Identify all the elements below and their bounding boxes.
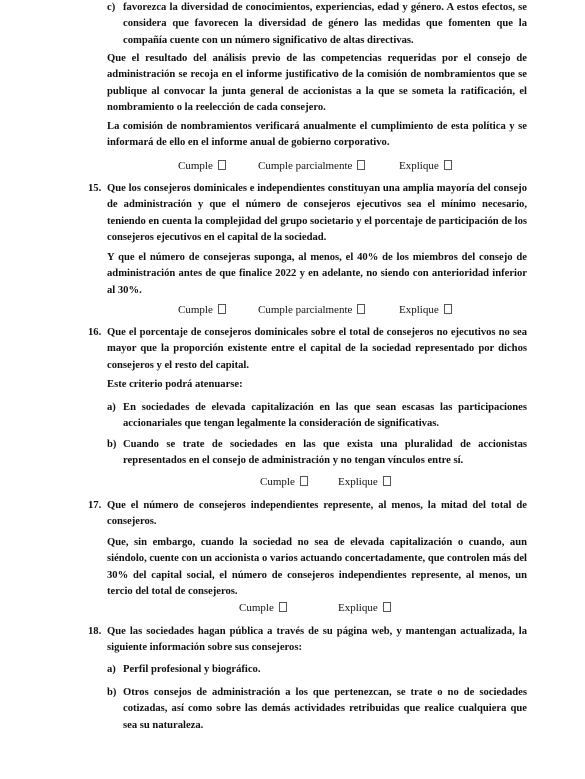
- option-explique-15[interactable]: [399, 303, 452, 317]
- item-18-text: Que las sociedades hagan pública a través de su página web, y mantengan actualizada, la siguiente información sobre sus consejeros:: [107, 626, 527, 654]
- item-16-text-2: Este criterio podrá atenuarse:: [107, 379, 243, 390]
- item-17-text: Que el número de consejeros independientes represente, al menos, la mitad del total de consejeros.: [107, 500, 527, 528]
- item-17-number: 17.: [88, 500, 102, 511]
- checkbox-icon[interactable]: [279, 602, 287, 612]
- option-explique-16[interactable]: [338, 475, 391, 489]
- option-label: Cumple: [178, 160, 213, 172]
- item-18-b-label: b): [107, 687, 117, 698]
- item-c-text: favorezca la diversidad de conocimientos, experiencias, edad y género. A estos efectos, se considera que favorecen la diversidad de género las medidas que fomenten que la compañía cuente con un número significativo de altas directivas.: [123, 2, 527, 46]
- item-c-label: c): [107, 2, 116, 13]
- item-18-b-text: Otros consejos de administración a los que pertenezcan, se trate o no de sociedades cotizadas, así como sobre las demás actividades retribuidas que realice cualquiera que sea su naturaleza.: [123, 687, 527, 731]
- item-16-number: 16.: [88, 327, 102, 338]
- item-16-a-label: a): [107, 402, 116, 413]
- option-label: Explique: [338, 476, 378, 488]
- checkbox-icon[interactable]: [383, 476, 391, 486]
- checkbox-icon[interactable]: [357, 160, 365, 170]
- option-label: Cumple parcialmente: [258, 160, 353, 172]
- option-cumple-16[interactable]: [260, 475, 308, 489]
- item-16-b-label: b): [107, 439, 117, 450]
- option-cumple-17[interactable]: [239, 601, 287, 615]
- checkbox-icon[interactable]: [357, 304, 365, 314]
- item-16-text: Que el porcentaje de consejeros dominicales sobre el total de consejeros no ejecutivos no sea mayor que la proporción existente entre el capital de la sociedad representado por dichos consejeros y el resto del capital.: [107, 327, 527, 371]
- option-label: Explique: [399, 160, 439, 172]
- item-18-a-text: Perfil profesional y biográfico.: [123, 664, 261, 675]
- checkbox-icon[interactable]: [383, 602, 391, 612]
- option-cumple-parcialmente-15[interactable]: [258, 303, 365, 317]
- p14-paragraph-2: La comisión de nombramientos verificará anualmente el cumplimiento de esta política y se informará de ello en el informe anual de gobierno corporativo.: [107, 121, 527, 149]
- option-cumple-15[interactable]: [178, 303, 226, 317]
- option-label: Cumple: [260, 476, 295, 488]
- checkbox-icon[interactable]: [218, 160, 226, 170]
- option-label: Cumple: [239, 602, 274, 614]
- option-label: Explique: [338, 602, 378, 614]
- option-cumple-parcialmente-14[interactable]: [258, 159, 365, 173]
- option-label: Cumple parcialmente: [258, 304, 353, 316]
- item-16-a-text: En sociedades de elevada capitalización en las que sean escasas las participaciones accionariales que tengan legalmente la consideración de significativas.: [123, 402, 527, 430]
- item-18-number: 18.: [88, 626, 102, 637]
- item-15-text: Que los consejeros dominicales e independientes constituyan una amplia mayoría del consejo de administración y que el número de consejeros ejecutivos sea el mínimo necesario, teniendo en cuenta la complejidad del grupo societario y el porcentaje de participación de los consejeros ejecutivos en el capital de la sociedad.: [107, 183, 527, 244]
- p14-paragraph-1: Que el resultado del análisis previo de las competencias requeridas por el consejo de administración se recoja en el informe justificativo de la comisión de nombramientos que se publique al convocar la junta general de accionistas a la que se someta la ratificación, el nombramiento o la reelección de cada consejero.: [107, 53, 527, 114]
- option-label: Cumple: [178, 304, 213, 316]
- option-label: Explique: [399, 304, 439, 316]
- checkbox-icon[interactable]: [300, 476, 308, 486]
- item-18-a-label: a): [107, 664, 116, 675]
- item-17-text-2: Que, sin embargo, cuando la sociedad no sea de elevada capitalización o cuando, aun siéndolo, cuente con un accionista o varios actuando concertadamente, que controlen más del 30% del capital social, el número de consejeros independientes represente, al menos, un tercio del total de consejeros.: [107, 537, 527, 598]
- item-16-b-text: Cuando se trate de sociedades en las que exista una pluralidad de accionistas representados en el consejo de administración y no tengan vínculos entre sí.: [123, 439, 527, 467]
- option-explique-17[interactable]: [338, 601, 391, 615]
- checkbox-icon[interactable]: [444, 160, 452, 170]
- option-explique-14[interactable]: [399, 159, 452, 173]
- item-15-number: 15.: [88, 183, 102, 194]
- option-cumple-14[interactable]: [178, 159, 226, 173]
- item-15-text-2: Y que el número de consejeras suponga, al menos, el 40% de los miembros del consejo de administración antes de que finalice 2022 y en adelante, no siendo con anterioridad inferior al 30%.: [107, 252, 527, 296]
- checkbox-icon[interactable]: [218, 304, 226, 314]
- checkbox-icon[interactable]: [444, 304, 452, 314]
